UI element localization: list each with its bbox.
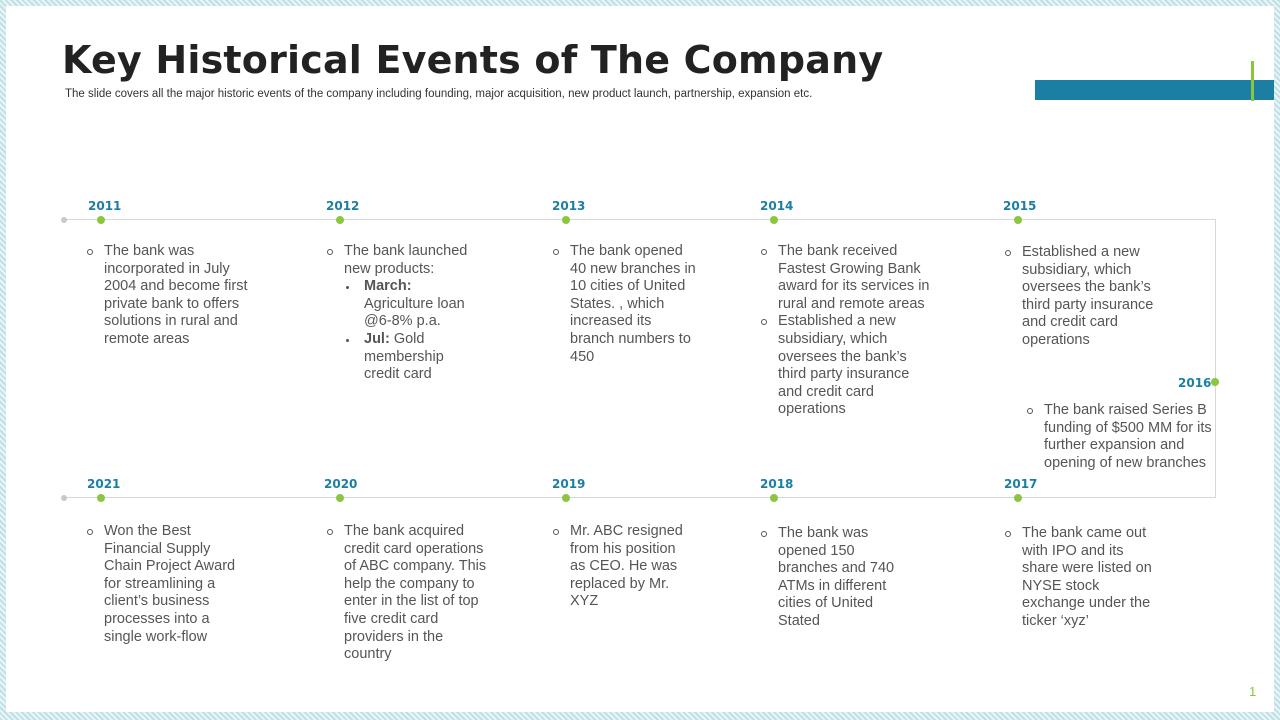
milestone-dot-2021 [97, 494, 105, 502]
event-item [327, 243, 477, 384]
milestone-dot-2013 [562, 216, 570, 224]
sub-item-text: Gold membership credit card [364, 330, 444, 383]
year-2013: 2013 [552, 199, 586, 213]
year-2017: 2017 [1004, 477, 1038, 491]
slide-title: Key Historical Events of The Company [62, 38, 884, 82]
sub-item-text: Agriculture loan @6-8% p.a. [364, 295, 465, 330]
event-item: The bank opened 40 new branches in 10 cities of United States. , which increased its branch numbers to 450 [553, 243, 698, 366]
milestone-dot-2014 [770, 216, 778, 224]
timeline-top-line [63, 219, 1216, 220]
sub-item [344, 278, 477, 331]
event-item: The bank acquired credit card operations of ABC company. This help the company to enter in the list of top five credit card providers in the country [327, 523, 487, 664]
timeline-start-dot [61, 217, 67, 223]
event-item: Established a new subsidiary, which oversees the bank’s third party insurance and credit card operations [1005, 244, 1165, 350]
event-item: Won the Best Financial Supply Chain Project Award for streamlining a client’s business processes into a single work-flow [87, 523, 237, 646]
event-intro: The bank launched new products: [344, 243, 468, 277]
milestone-dot-2015 [1014, 216, 1022, 224]
accent-green-marker [1251, 61, 1254, 101]
year-2012: 2012 [326, 199, 360, 213]
event-2019 [553, 523, 683, 611]
milestone-dot-2020 [336, 494, 344, 502]
event-2014 [761, 243, 936, 419]
event-item: The bank came out with IPO and its share were listed on NYSE stock exchange under the ticker ‘xyz’ [1005, 525, 1155, 631]
year-2018: 2018 [760, 477, 794, 491]
slide-subtitle: The slide covers all the major historic events of the company including founding, major acquisition, new product launch, partnership, expansion etc. [65, 88, 813, 100]
year-2016: 2016 [1178, 376, 1212, 390]
event-item: The bank was incorporated in July 2004 and become first private bank to offers solutions in rural and remote areas [87, 243, 254, 349]
event-item: The bank was opened 150 branches and 740 ATMs in different cities of United Stated [761, 525, 906, 631]
year-2015: 2015 [1003, 199, 1037, 213]
year-2019: 2019 [552, 477, 586, 491]
year-2020: 2020 [324, 477, 358, 491]
event-2012 [327, 243, 477, 384]
event-item: The bank received Fastest Growing Bank award for its services in rural and remote areas [761, 243, 936, 313]
milestone-dot-2011 [97, 216, 105, 224]
sub-item-label: Jul: [364, 330, 390, 347]
event-item: Established a new subsidiary, which oversees the bank’s third party insurance and credit card operations [761, 313, 936, 419]
timeline-end-dot [61, 495, 67, 501]
milestone-dot-2012 [336, 216, 344, 224]
sub-item-label: March: [364, 278, 412, 295]
accent-bar [1035, 80, 1274, 100]
event-2013 [553, 243, 698, 366]
milestone-dot-2019 [562, 494, 570, 502]
slide [6, 6, 1274, 712]
event-item: The bank raised Series B funding of $500 MM for its further expansion and opening of new branches [1027, 402, 1212, 472]
event-2017 [1005, 525, 1155, 631]
event-2016 [1027, 402, 1212, 472]
sub-item [344, 331, 477, 384]
milestone-dot-2017 [1014, 494, 1022, 502]
event-item: Mr. ABC resigned from his position as CEO. He was replaced by Mr. XYZ [553, 523, 683, 611]
year-2014: 2014 [760, 199, 794, 213]
milestone-dot-2018 [770, 494, 778, 502]
year-2021: 2021 [87, 477, 121, 491]
event-2018 [761, 525, 906, 631]
event-2021 [87, 523, 237, 646]
page-number: 1 [1249, 684, 1257, 699]
milestone-dot-2016 [1211, 378, 1219, 386]
event-2011 [87, 243, 254, 349]
event-2015 [1005, 244, 1165, 350]
timeline-right-connector [1215, 219, 1216, 498]
timeline-bottom-line [63, 497, 1216, 498]
event-2020 [327, 523, 487, 664]
year-2011: 2011 [88, 199, 122, 213]
